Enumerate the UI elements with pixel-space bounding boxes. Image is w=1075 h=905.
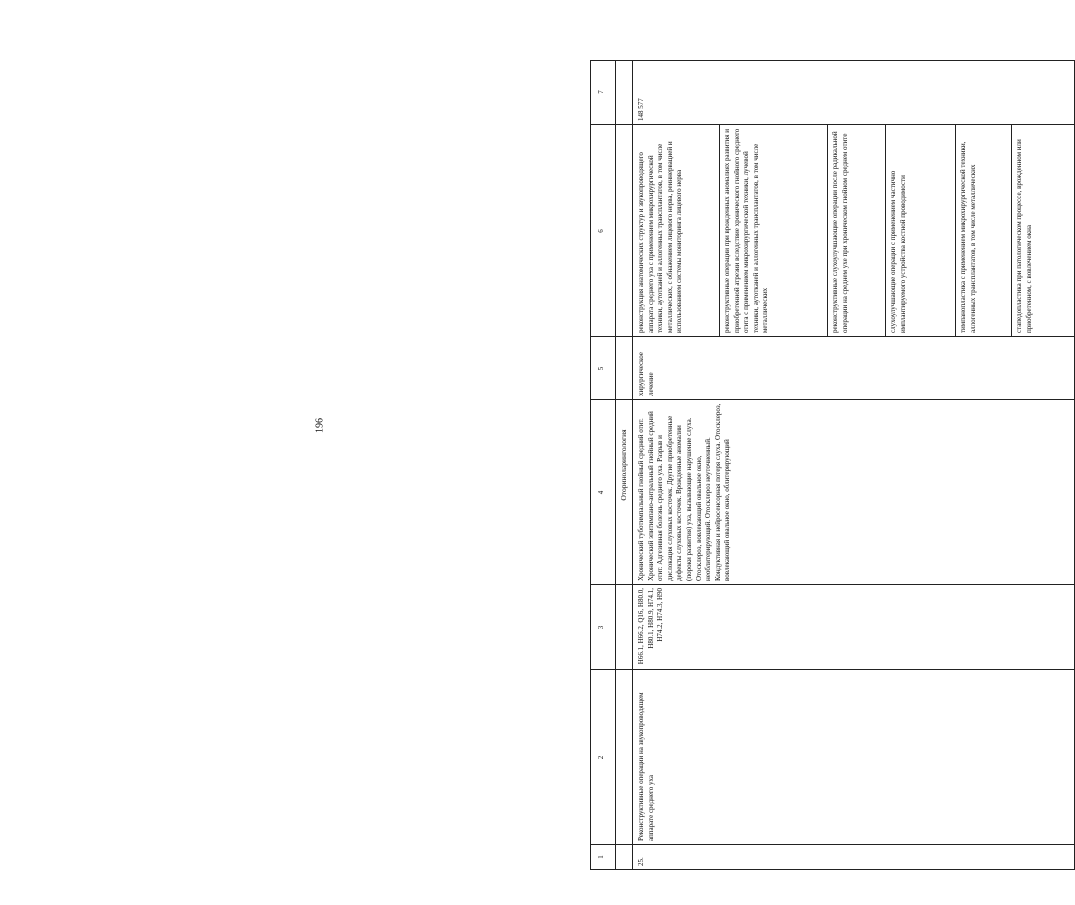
- method-divider: [719, 125, 720, 337]
- col-num-7: 7: [597, 90, 605, 94]
- col-num-3: 3: [597, 625, 605, 630]
- row-diagnosis: Хронический туботимпальный гнойный средний отит. Хронический эпитимпано-антральный гнойный средний отит. Адгезивная болезнь среднего уха. Разрыв и дислокация слуховых косточек. Другие приобретенные дефекты слуховых косточек. Врожденные аномалии (пороки развития) уха, вызывающие нарушение слуха. Отосклероз, вовлекающий овальное окно, необлитерирующий. Отосклероз неуточненный. Кондуктивная и нейросенсорная потеря слуха. Отосклероз, вовлекающий овальное окно, облитерирующий: [637, 403, 732, 581]
- method-divider: [885, 125, 886, 337]
- method-1: реконструкция анатомических структур и звукопроводящего аппарата среднего уха с применением микрохирургической техники, аутотканей и аллогенных трансплантатов, в том числе металлических, с обнажением лицевого нерва, реиннервацией и использованием системы мониторинга лицевого нерва: [637, 141, 684, 333]
- section-title: Оториноларингология: [615, 61, 633, 869]
- method-divider: [827, 125, 828, 337]
- col-num-4: 4: [597, 490, 605, 495]
- row-name: Реконструктивные операции на звукопроводящем аппарате среднего уха: [637, 692, 655, 841]
- row-cost: 148 577: [637, 98, 645, 121]
- method-2: реконструктивные операции при врожденных аномалиях развития и приобретенной атрезии вследствие хронического гнойного среднего отита с применением микрохирургической техники, лучевой техники, аутотканей и аллогенных трансплантатов, в том числе металлических: [723, 128, 770, 333]
- row-treatment-type: хирургическое лечение: [637, 352, 655, 396]
- col-num-1: 1: [597, 855, 605, 859]
- method-3: реконструктивные слухоулучшающие операции после радикальной операции на среднем ухе при хроническом гнойном среднем отите: [831, 131, 849, 333]
- col-1: [591, 844, 1074, 869]
- col-num-6: 6: [597, 229, 605, 233]
- table-grid: [590, 60, 1075, 870]
- method-5: тимпанопластика с применением микрохирургической техники, аллогенных трансплантатов, в том числе металлических: [959, 141, 977, 333]
- rotated-table: [590, 60, 1075, 870]
- col-num-2: 2: [597, 755, 605, 760]
- method-6: стапедопластика при патологическом процессе, врожденном или приобретенном, с вовлечением окна: [1015, 139, 1033, 333]
- col-2: [591, 669, 1074, 845]
- method-divider: [955, 125, 956, 337]
- col-num-5: 5: [597, 366, 605, 371]
- header-row: [591, 61, 616, 869]
- method-divider: [1011, 125, 1012, 337]
- page-number: 196: [314, 418, 326, 433]
- row-number: 25.: [637, 857, 645, 866]
- col-5: [591, 336, 1074, 400]
- method-4: слухоулучшающие операции с применением частично имплантируемого устройства костной проводимости: [889, 170, 907, 333]
- row-codes: H66.1, H66.2, Q16, H80.0, H80.1, H80.9, H74.1, H74.2, H74.3, H90: [637, 588, 665, 665]
